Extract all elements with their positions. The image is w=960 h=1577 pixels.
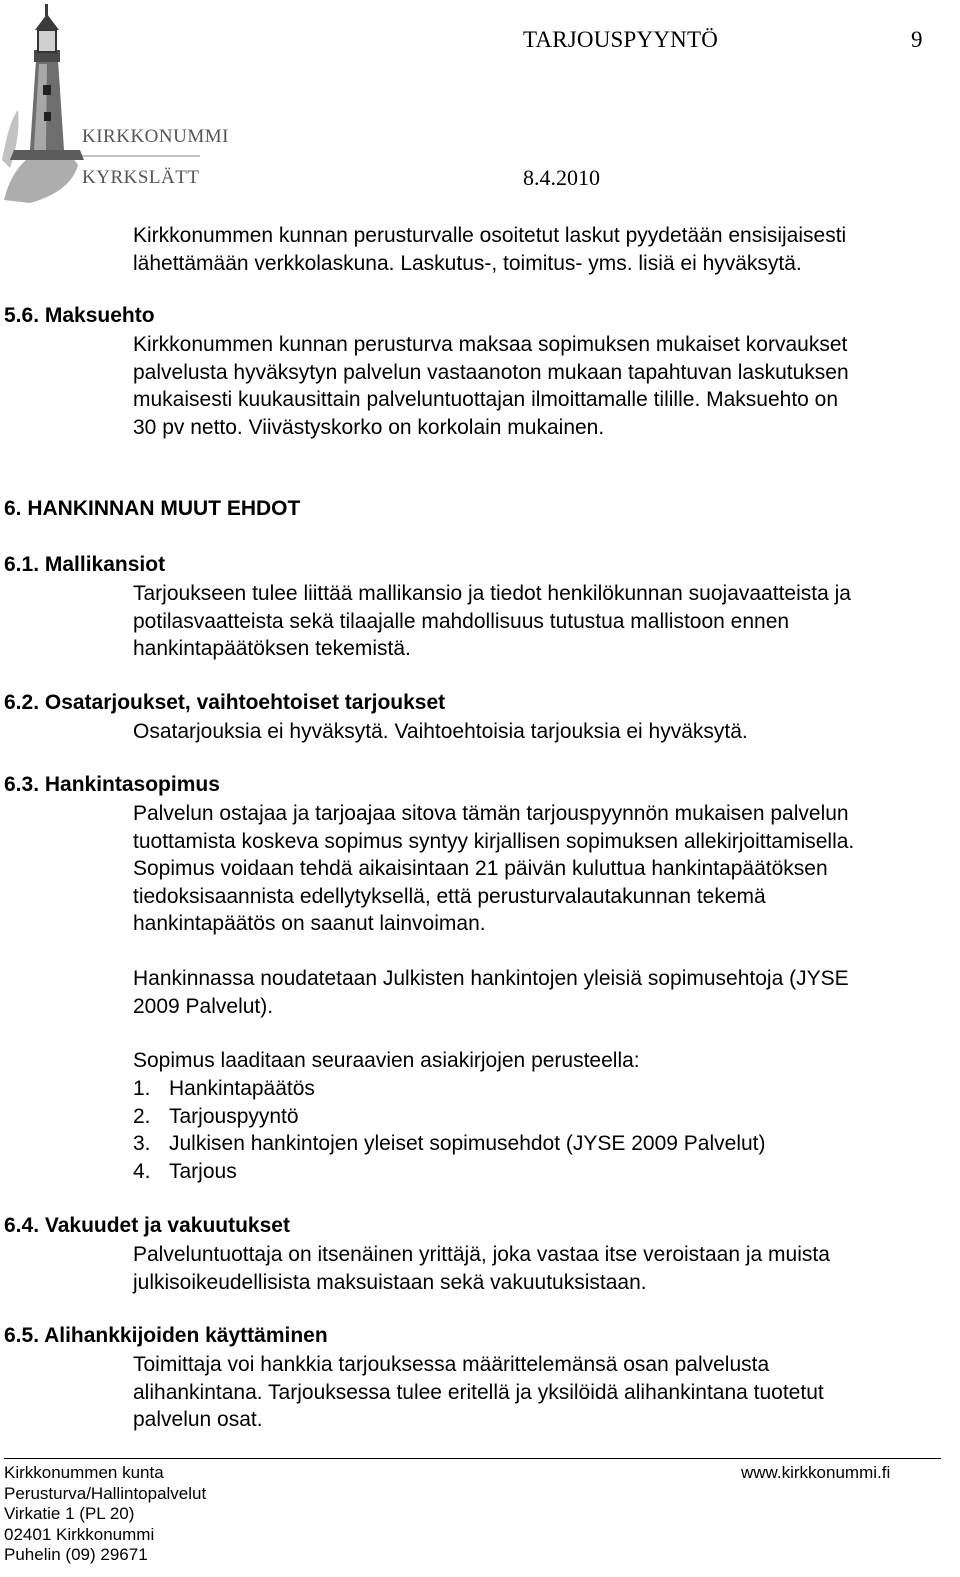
text-line: Sopimus voidaan tehdä aikaisintaan 21 päivän kuluttua hankintapäätöksen (133, 857, 828, 880)
section-heading-6-4: 6.4. Vakuudet ja vakuutukset (4, 1214, 290, 1237)
section-heading-6-2: 6.2. Osatarjoukset, vaihtoehtoiset tarjoukset (4, 691, 446, 714)
footer-line: Kirkkonummen kunta (4, 1463, 164, 1482)
text-line: Hankinnassa noudatetaan Julkisten hankintojen yleisiä sopimusehtoja (JYSE (133, 967, 849, 990)
section-6-1-paragraph (133, 580, 851, 663)
footer-line: 02401 Kirkkonummi (4, 1524, 155, 1544)
section-6-3-paragraph-1 (133, 800, 854, 938)
page-number: 9 (911, 27, 923, 52)
list-item (133, 1158, 766, 1186)
section-heading-5-6: 5.6. Maksuehto (4, 304, 155, 327)
section-heading-6-5: 6.5. Alihankkijoiden käyttäminen (4, 1324, 328, 1347)
text-line: tuottamista koskeva sopimus syntyy kirjallisen sopimuksen allekirjoittamisella. (133, 829, 855, 853)
list-item (133, 1075, 766, 1103)
footer-address (4, 1463, 206, 1566)
logo-text-sv: KYRKSLÄTT (82, 167, 200, 188)
text-line: Tarjoukseen tulee liittää mallikansio ja tiedot henkilökunnan suojavaatteista ja (133, 582, 851, 605)
text-line: palvelusta hyväksytyn palvelun vastaanoton mukaan tapahtuvan laskutuksen (133, 360, 849, 384)
section-5-6-paragraph (133, 331, 849, 441)
footer-website-link[interactable]: www.kirkkonummi.fi (741, 1463, 891, 1482)
kirkkonummi-logo (0, 0, 230, 205)
text-line: Palveluntuottaja on itsenäinen yrittäjä, joka vastaa itse veroistaan ja muista (133, 1243, 830, 1266)
list-item-number: 3. (133, 1132, 151, 1155)
section-heading-6-1: 6.1. Mallikansiot (4, 553, 166, 576)
list-item (133, 1130, 766, 1158)
section-6-2-paragraph (133, 718, 748, 746)
list-item-number: 2. (133, 1104, 151, 1128)
text-line: mukaisesti kuukausittain palveluntuottajan ilmoittamalle tilille. Maksuehto on (133, 388, 839, 411)
document-date: 8.4.2010 (523, 165, 600, 190)
text-line: Palvelun ostajaa ja tarjoajaa sitova tämän tarjouspyynnön mukaisen palvelun (133, 802, 849, 825)
text-line: Kirkkonummen kunnan perusturvalle osoitetut laskut pyydetään ensisijaisesti (133, 224, 847, 247)
text-line: hankintapäätöksen tekemistä. (133, 637, 411, 660)
section-heading-6-3: 6.3. Hankintasopimus (4, 773, 220, 796)
list-item-text: Julkisen hankintojen yleiset sopimusehdot (JYSE 2009 Palvelut) (169, 1132, 766, 1155)
list-item-number: 4. (133, 1159, 151, 1183)
list-item-text: Tarjous (169, 1159, 237, 1183)
document-list (133, 1075, 766, 1185)
list-item (133, 1103, 766, 1131)
text-line: alihankintana. Tarjouksessa tulee eritellä ja yksilöidä alihankintana tuotetut (133, 1380, 824, 1404)
footer-line: Virkatie 1 (PL 20) (4, 1504, 135, 1523)
text-line: julkisoikeudellisista maksuistaan sekä vakuutuksistaan. (133, 1270, 647, 1294)
footer-line: Perusturva/Hallintopalvelut (4, 1483, 207, 1503)
text-line: hankintapäätös on saanut lainvoiman. (133, 912, 486, 935)
section-6-3-paragraph-2 (133, 965, 849, 1020)
footer-line: Puhelin (09) 29671 (4, 1545, 148, 1564)
text-line: Osatarjouksia ei hyväksytä. Vaihtoehtoisia tarjouksia ei hyväksytä. (133, 720, 748, 743)
text-line: tiedoksisaannista edellytyksellä, että perusturvalautakunnan tekemä (133, 884, 766, 908)
text-line: lähettämään verkkolaskuna. Laskutus-, toimitus- yms. lisiä ei hyväksytä. (133, 251, 802, 275)
list-item-number: 1. (133, 1077, 151, 1100)
section-6-5-paragraph (133, 1351, 824, 1434)
list-item-text: Tarjouspyyntö (169, 1104, 299, 1128)
text-line: palvelun osat. (133, 1408, 263, 1431)
footer-divider (4, 1458, 941, 1459)
section-6-3-paragraph-3: Sopimus laaditaan seuraavien asiakirjojen perusteella: (133, 1049, 640, 1072)
document-title: TARJOUSPYYNTÖ (523, 27, 719, 52)
lighthouse-icon (0, 0, 230, 205)
section-heading-6: 6. HANKINNAN MUUT EHDOT (4, 497, 301, 520)
text-line: 30 pv netto. Viivästyskorko on korkolain mukainen. (133, 415, 605, 439)
section-6-4-paragraph (133, 1241, 830, 1296)
text-line: 2009 Palvelut). (133, 994, 274, 1018)
list-item-text: Hankintapäätös (169, 1077, 315, 1100)
text-line: Kirkkonummen kunnan perusturva maksaa sopimuksen mukaiset korvaukset (133, 333, 848, 356)
logo-text-fi: KIRKKONUMMI (82, 126, 229, 147)
text-line: potilasvaatteista sekä tilaajalle mahdollisuus tutustua mallistoon ennen (133, 609, 790, 633)
intro-paragraph (133, 222, 846, 277)
text-line: Toimittaja voi hankkia tarjouksessa määrittelemänsä osan palvelusta (133, 1353, 770, 1376)
